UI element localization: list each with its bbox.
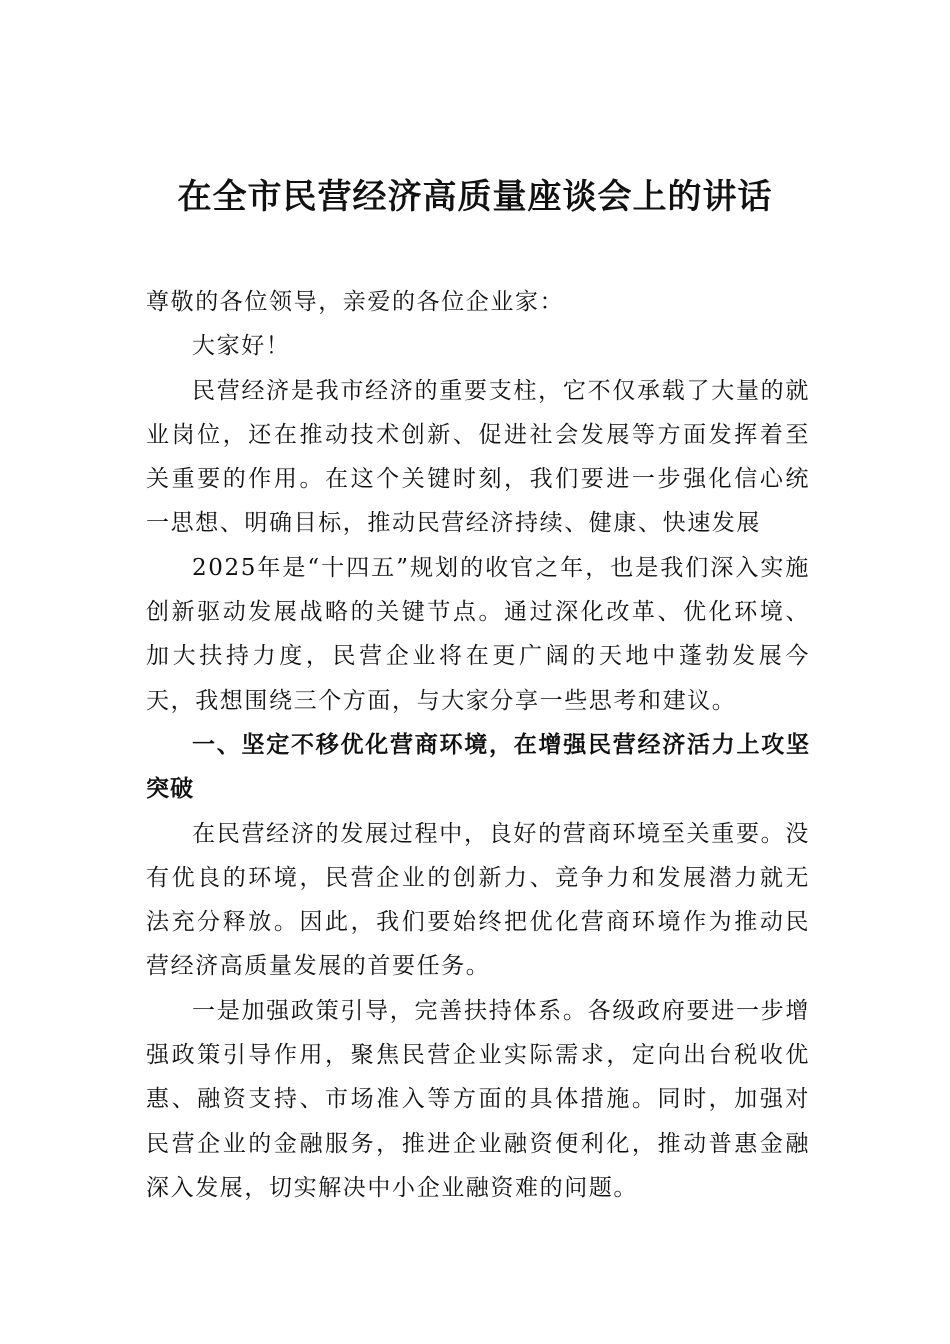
greeting: 大家好！ [192,333,291,360]
salutation: 尊敬的各位领导，亲爱的各位企业家： [146,289,565,315]
paragraph: 一是加强政策引导，完善扶持体系。各级政府要进一步增强政策引导作用，聚焦民营企业实际需求，定向出台税收优惠、融资支持、市场准入等方面的具体措施。同时，加强对民营企业的金融服务，推进企业融资便利化，推动普惠金融深入发展，切实解决中小企业融资难的问题。 [146,997,810,1201]
document-body [146,280,810,1210]
document-title: 在全市民营经济高质量座谈会上的讲话 [177,177,773,217]
paragraph: 2025年是“十四五”规划的收官之年，也是我们深入实施创新驱动发展战略的关键节点。通过深化改革、优化环境、加大扶持力度，民营企业将在更广阔的天地中蓬勃发展今天，我想围绕三个方面，与大家分享一些思考和建议。 [146,554,810,714]
section-heading: 一、坚定不移优化营商环境，在增强民营经济活力上攻坚突破 [146,731,810,803]
paragraph: 民营经济是我市经济的重要支柱，它不仅承载了大量的就业岗位，还在推动技术创新、促进社会发展等方面发挥着至关重要的作用。在这个关键时刻，我们要进一步强化信心统一思想、明确目标，推动民营经济持续、健康、快速发展 [146,377,810,537]
paragraph: 在民营经济的发展过程中，良好的营商环境至关重要。没有优良的环境，民营企业的创新力、竞争力和发展潜力就无法充分释放。因此，我们要始终把优化营商环境作为推动民营经济高质量发展的首要任务。 [146,820,810,980]
